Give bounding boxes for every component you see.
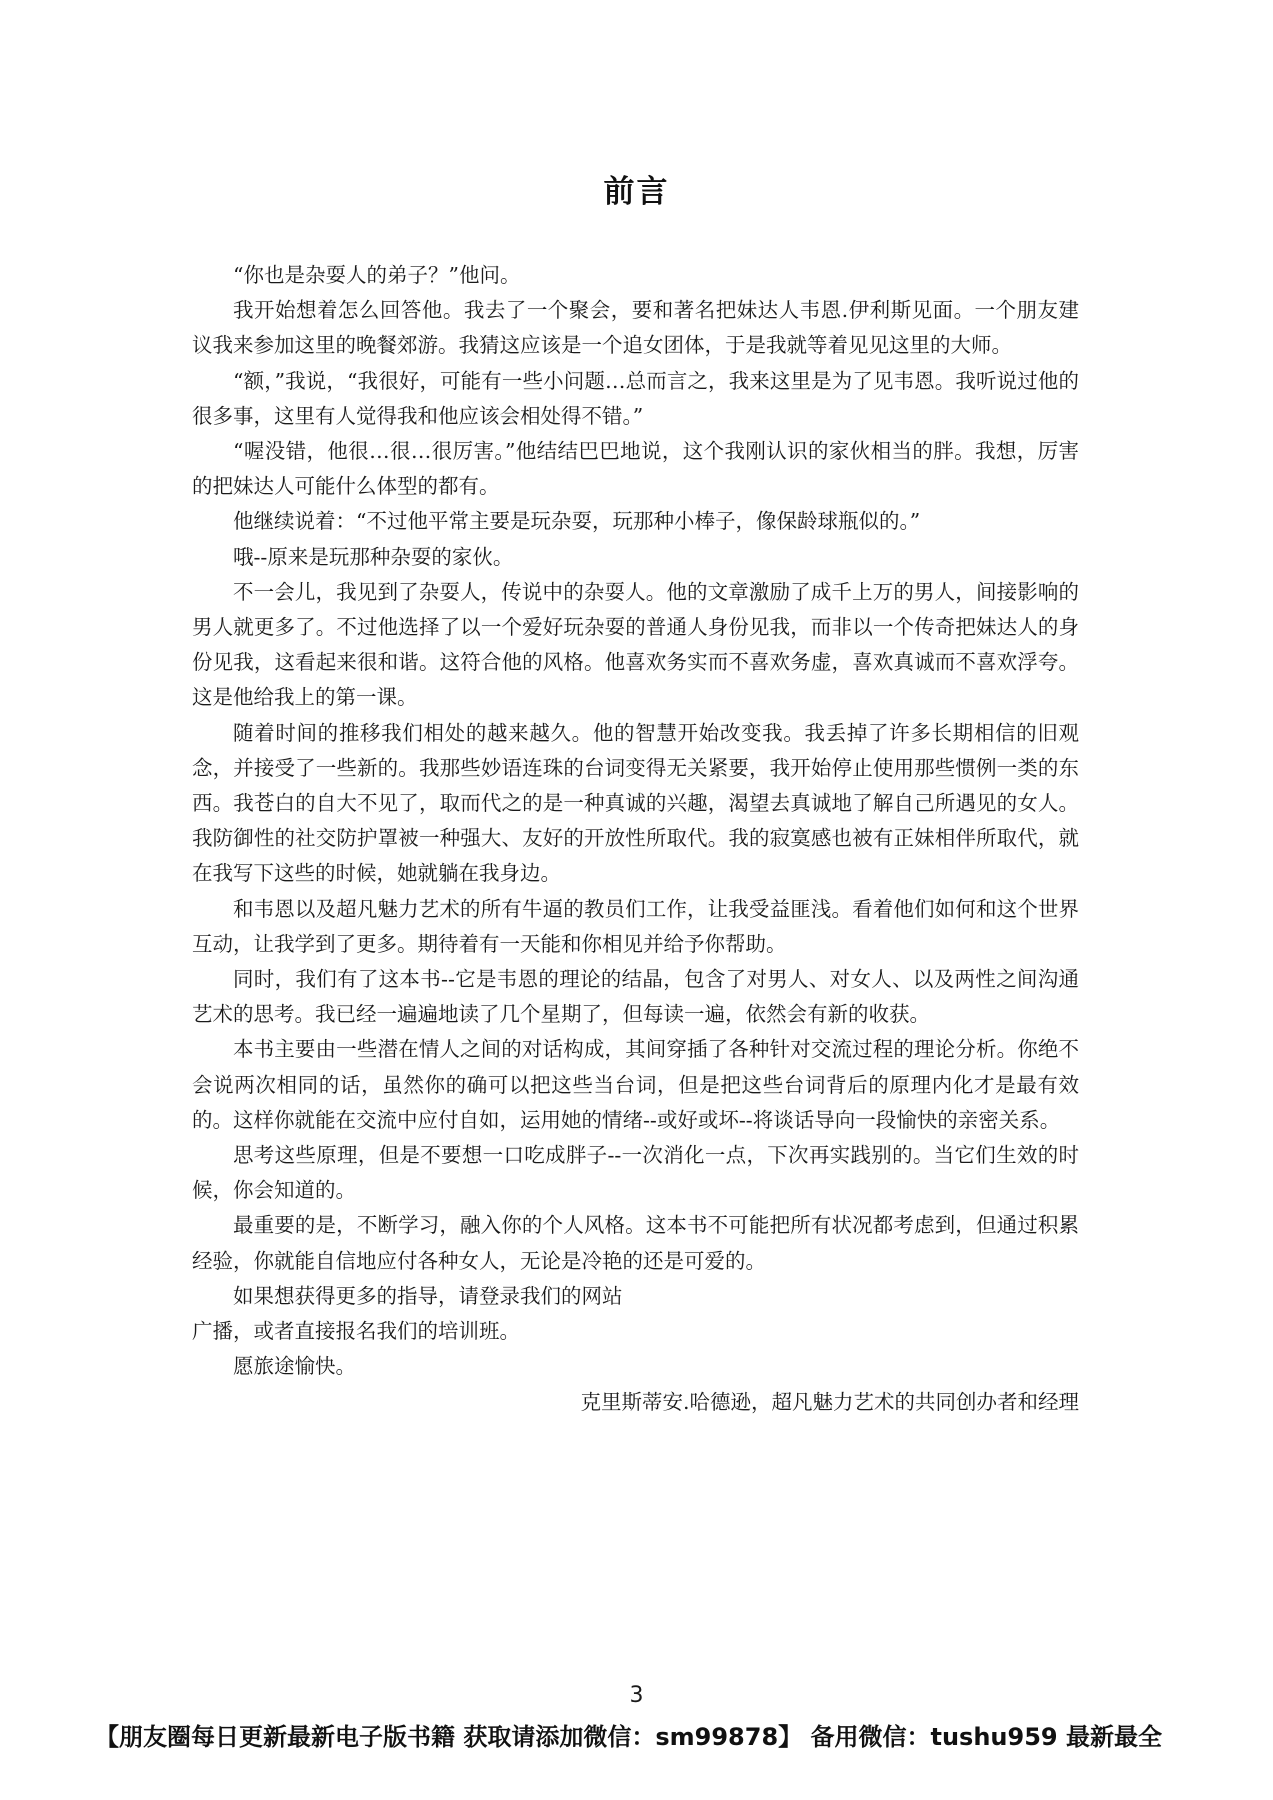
paragraph-12: 思考这些原理，但是不要想一口吃成胖子--一次消化一点，下次再实践别的。当它们生效的时候，你会知道的。 bbox=[192, 1143, 1079, 1203]
paragraph-continuation: 广播，或者直接报名我们的培训班。 bbox=[192, 1319, 520, 1344]
paragraph-8: 随着时间的推移我们相处的越来越久。他的智慧开始改变我。我丢掉了许多长期相信的旧观念，并接受了一些新的。我那些妙语连珠的台词变得无关紧要，我开始停止使用那些惯例一类的东西。我苍白的自大不见了，取而代之的是一种真诚的兴趣，渴望去真诚地了解自己所遇见的女人。我防御性的社交防护罩被一种强大、友好的开放性所取代。我的寂寞感也被有正妹相伴所取代，就在我写下这些的时候，她就躺在我身边。 bbox=[192, 720, 1079, 886]
paragraph-3: “额，”我说，“我很好，可能有一些小问题…总而言之，我来这里是为了见韦恩。我听说过他的很多事，这里有人觉得我和他应该会相处得不错。” bbox=[192, 368, 1079, 428]
paragraph-2: 我开始想着怎么回答他。我去了一个聚会，要和著名把妹达人韦恩.伊利斯见面。一个朋友建议我来参加这里的晚餐郊游。我猜这应该是一个追女团体，于是我就等着见见这里的大师。 bbox=[192, 298, 1079, 358]
page-title: 前言 bbox=[603, 174, 670, 210]
paragraph-11: 本书主要由一些潜在情人之间的对话构成，其间穿插了各种针对交流过程的理论分析。你绝不会说两次相同的话，虽然你的确可以把这些当台词，但是把这些台词背后的原理内化才是最有效的。这样你就能在交流中应付自如，运用她的情绪--或好或坏--将谈话导向一段愉快的亲密关系。 bbox=[192, 1037, 1079, 1132]
paragraph-4: “喔没错，他很…很…很厉害。”他结结巴巴地说，这个我刚认识的家伙相当的胖。我想，厉害的把妹达人可能什么体型的都有。 bbox=[192, 439, 1079, 499]
paragraph-5: 他继续说着：“不过他平常主要是玩杂耍，玩那种小棒子，像保龄球瓶似的。” bbox=[233, 509, 921, 534]
closing-line: 愿旅途愉快。 bbox=[233, 1354, 356, 1379]
paragraph-1: “你也是杂耍人的弟子？”他问。 bbox=[233, 263, 521, 287]
paragraph-13: 最重要的是，不断学习，融入你的个人风格。这本书不可能把所有状况都考虑到，但通过积累经验，你就能自信地应付各种女人，无论是冷艳的还是可爱的。 bbox=[192, 1213, 1079, 1273]
paragraph-6: 哦--原来是玩那种杂耍的家伙。 bbox=[233, 544, 514, 569]
footer-banner: 【朋友圈每日更新最新电子版书籍 获取请添加微信：sm99878】 备用微信：tushu959 最新最全 bbox=[95, 1723, 1162, 1751]
paragraph-9: 和韦恩以及超凡魅力艺术的所有牛逼的教员们工作，让我受益匪浅。看着他们如何和这个世界互动，让我学到了更多。期待着有一天能和你相见并给予你帮助。 bbox=[192, 896, 1079, 956]
paragraph-7: 不一会儿，我见到了杂耍人，传说中的杂耍人。他的文章激励了成千上万的男人，间接影响的男人就更多了。不过他选择了以一个爱好玩杂耍的普通人身份见我，而非以一个传奇把妹达人的身份见我，这看起来很和谐。这符合他的风格。他喜欢务实而不喜欢务虚，喜欢真诚而不喜欢浮夸。这是他给我上的第一课。 bbox=[192, 579, 1079, 710]
signature: 克里斯蒂安.哈德逊，超凡魅力艺术的共同创办者和经理 bbox=[580, 1389, 1079, 1414]
body-text bbox=[192, 258, 1079, 1420]
paragraph-14: 如果想获得更多的指导，请登录我们的网站 bbox=[233, 1283, 623, 1308]
paragraph-10: 同时，我们有了这本书--它是韦恩的理论的结晶，包含了对男人、对女人、以及两性之间沟通艺术的思考。我已经一遍遍地读了几个星期了，但每读一遍，依然会有新的收获。 bbox=[192, 967, 1079, 1027]
page-number: 3 bbox=[629, 1683, 644, 1708]
